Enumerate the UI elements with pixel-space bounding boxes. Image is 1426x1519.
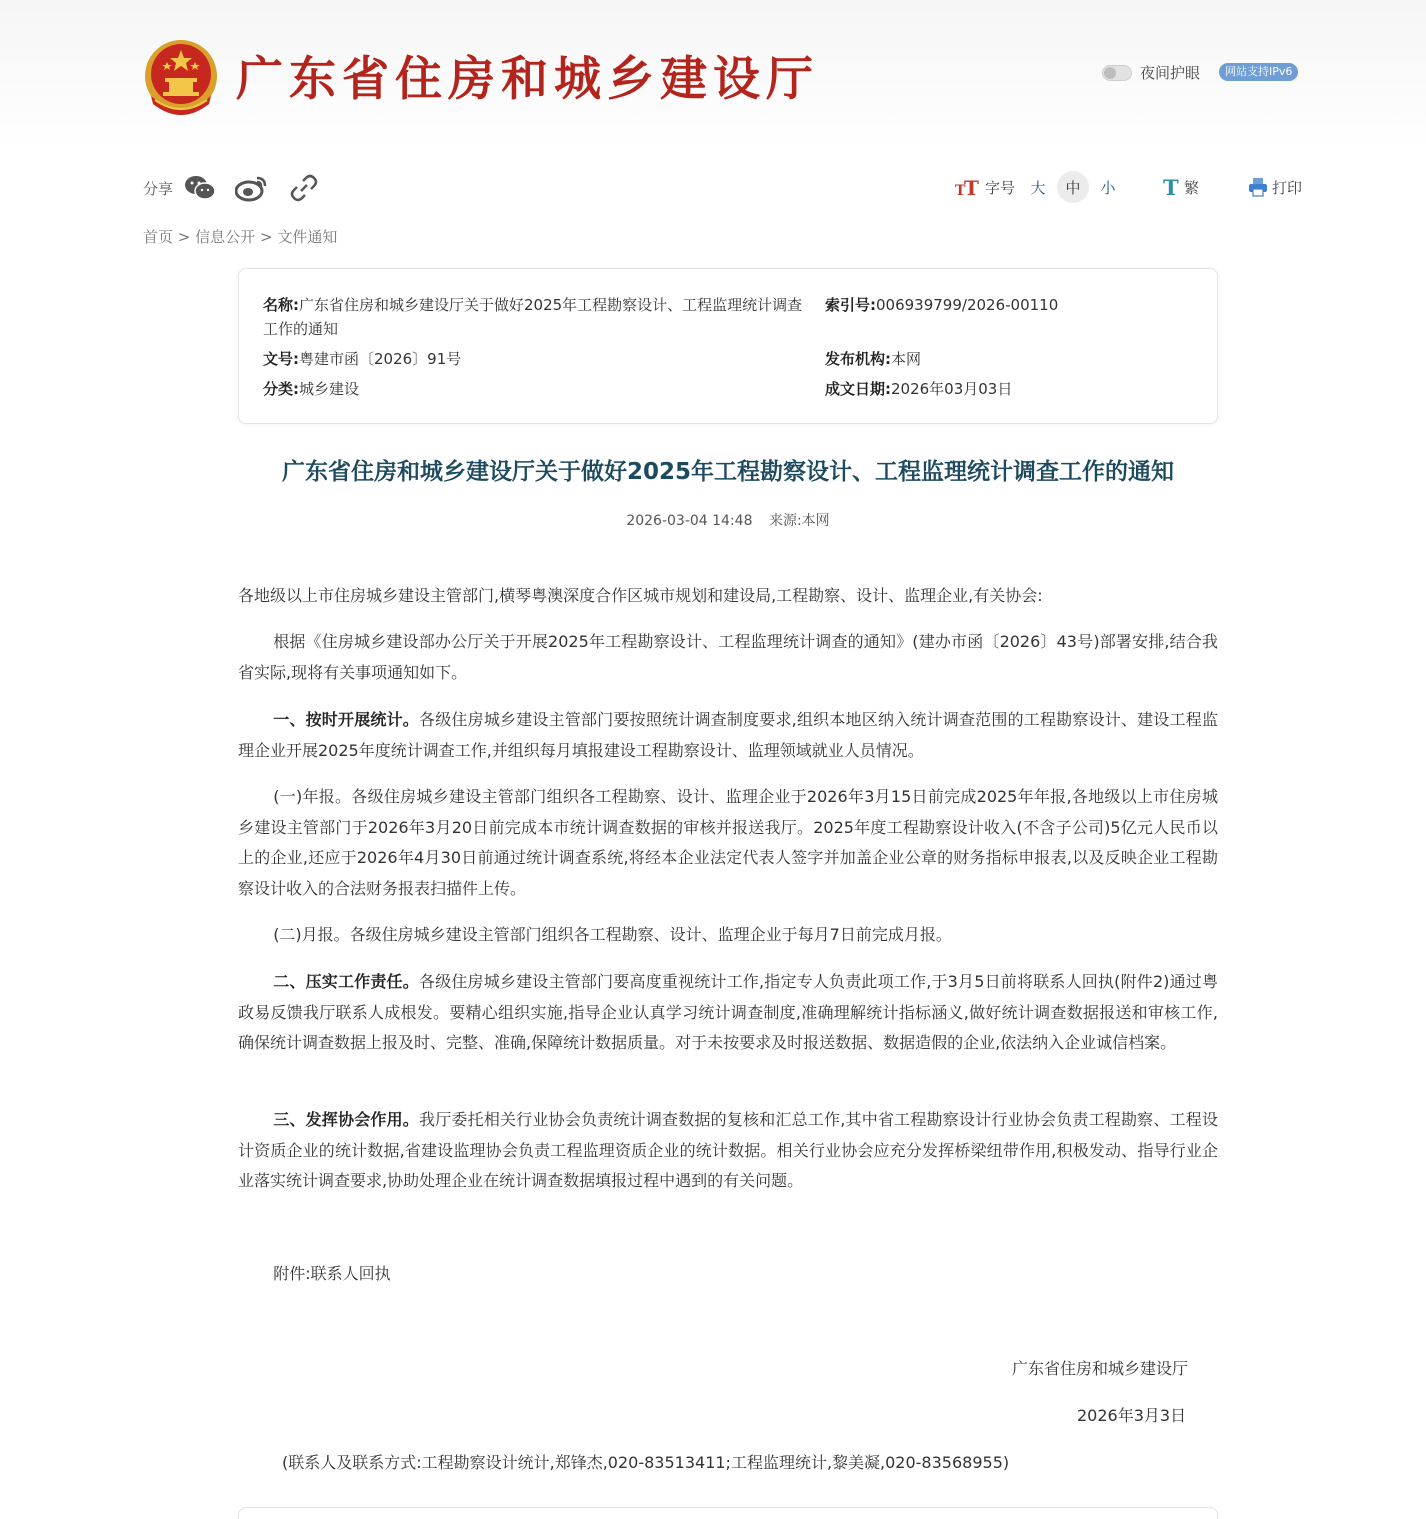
printer-icon: [1248, 177, 1268, 197]
weibo-icon[interactable]: [235, 172, 269, 204]
breadcrumb-separator: >: [259, 228, 273, 246]
toggle-switch[interactable]: [1102, 65, 1132, 81]
attachment-line[interactable]: 附件:联系人回执: [273, 1264, 391, 1283]
section-1-text: 各级住房城乡建设主管部门要按照统计调查制度要求,组织本地区纳入统计调查范围的工程勘察设计、建设工程监理企业开展2025年度统计调查工作,并组织每月填报建设工程勘察设计、监理领域就业人员情况。: [238, 710, 1218, 760]
meta-index: [825, 293, 1058, 317]
section-3-paragraph: [238, 1105, 1218, 1197]
font-size-medium-button[interactable]: 中: [1057, 171, 1089, 203]
font-size-icon: [955, 177, 981, 197]
salutation: 各地级以上市住房城乡建设主管部门,横琴粤澳深度合作区城市规划和建设局,工程勘察、设计、监理企业,有关协会:: [238, 586, 1043, 605]
meta-date-label: 成文日期:: [825, 380, 891, 398]
meta-index-value: 006939799/2026-00110: [876, 296, 1059, 314]
meta-index-label: 索引号:: [825, 296, 876, 314]
ipv6-badge: 网站支持IPv6: [1219, 63, 1298, 81]
section-1-paragraph: [238, 705, 1218, 766]
font-size-tool: [955, 170, 1015, 204]
meta-publisher: [825, 347, 921, 371]
signature: 广东省住房和城乡建设厅: [1012, 1359, 1189, 1378]
section-3-text: 我厅委托相关行业协会负责统计调查数据的复核和汇总工作,其中省工程勘察设计行业协会负责工程勘察、工程设计资质企业的统计数据,省建设监理协会负责工程监理资质企业的统计数据。相关行业协会应充分发挥桥梁纽带作用,积极发动、指导行业企业落实统计调查要求,协助处理企业在统计调查数据填报过程中遇到的有关问题。: [238, 1110, 1218, 1190]
meta-category: [263, 377, 359, 401]
document-meta-box: [238, 268, 1218, 424]
breadcrumb-separator: >: [177, 228, 191, 246]
meta-doc-number-label: 文号:: [263, 350, 299, 368]
print-button[interactable]: [1248, 170, 1302, 204]
svg-text:T: T: [964, 177, 979, 197]
meta-name: [263, 293, 803, 341]
section-1b-paragraph: (二)月报。各级住房城乡建设主管部门组织各工程勘察、设计、监理企业于每月7日前完成月报。: [273, 925, 952, 944]
article-title: 广东省住房和城乡建设厅关于做好2025年工程勘察设计、工程监理统计调查工作的通知: [281, 459, 1174, 485]
share-bar: [143, 172, 339, 204]
svg-text:T: T: [955, 183, 966, 197]
breadcrumb-file-notice[interactable]: 文件通知: [277, 228, 338, 246]
meta-doc-number-value: 粤建市函〔2026〕91号: [299, 350, 462, 368]
breadcrumb-home[interactable]: 首页: [143, 228, 174, 246]
article-info: [238, 510, 1218, 530]
meta-category-value: 城乡建设: [299, 380, 360, 398]
meta-doc-number: [263, 347, 461, 371]
breadcrumb-info-public[interactable]: 信息公开: [195, 228, 256, 246]
site-title[interactable]: 广东省住房和城乡建设厅: [236, 52, 819, 107]
font-size-large-button[interactable]: 大: [1030, 178, 1046, 197]
traditional-chinese-button[interactable]: [1163, 170, 1199, 204]
meta-date-value: 2026年03月03日: [891, 380, 1013, 398]
night-mode-toggle[interactable]: [1102, 62, 1200, 83]
wechat-icon[interactable]: [183, 172, 217, 204]
traditional-label: 繁: [1184, 178, 1200, 197]
link-icon[interactable]: [287, 172, 321, 204]
contact-info: (联系人及联系方式:工程勘察设计统计,郑锋杰,020-83513411;工程监理统计,黎美凝,020-83568955): [282, 1453, 1010, 1472]
section-2-heading: 二、压实工作责任。: [273, 972, 419, 991]
intro-paragraph: 根据《住房城乡建设部办公厅关于开展2025年工程勘察设计、工程监理统计调查的通知》(建办市函〔2026〕43号)部署安排,结合我省实际,现将有关事项通知如下。: [238, 632, 1218, 682]
meta-name-label: 名称:: [263, 296, 299, 314]
meta-publisher-value: 本网: [891, 350, 922, 368]
night-mode-label: 夜间护眼: [1140, 64, 1201, 82]
site-header: [0, 0, 1426, 150]
article-source: 来源:本网: [768, 513, 830, 529]
section-1a-paragraph: (一)年报。各级住房城乡建设主管部门组织各工程勘察、设计、监理企业于2026年3月15日前完成2025年年报,各地级以上市住房城乡建设主管部门于2026年3月20日前完成本市统计调查数据的审核并报送我厅。2025年度工程勘察设计收入(不含子公司)5亿元人民币以上的企业,还应于2026年4月30日前通过统计调查系统,将经本企业法定代表人签字并加盖企业公章的财务指标申报表,以及反映企业工程勘察设计收入的合法财务报表扫描件上传。: [238, 787, 1218, 898]
meta-name-value: 广东省住房和城乡建设厅关于做好2025年工程勘察设计、工程监理统计调查工作的通知: [263, 296, 803, 338]
section-1-heading: 一、按时开展统计。: [273, 710, 420, 729]
section-2-paragraph: [238, 967, 1218, 1059]
meta-category-label: 分类:: [263, 380, 299, 398]
meta-publisher-label: 发布机构:: [825, 350, 891, 368]
traditional-icon: [1163, 177, 1181, 197]
share-label: 分享: [143, 179, 174, 198]
article-tools: [955, 170, 1315, 204]
sign-date: 2026年3月3日: [1077, 1406, 1187, 1425]
section-2-text: 各级住房城乡建设主管部门要高度重视统计工作,指定专人负责此项工作,于3月5日前将联系人回执(附件2)通过粤政易反馈我厅联系人成根发。要精心组织实施,指导企业认真学习统计调查制度,准确理解统计指标涵义,做好统计调查数据报送和审核工作,确保统计调查数据上报及时、完整、准确,保障统计数据质量。对于未按要求及时报送数据、数据造假的企业,依法纳入企业诚信档案。: [238, 972, 1218, 1052]
font-size-small-button[interactable]: 小: [1100, 178, 1116, 197]
font-size-label: 字号: [985, 178, 1016, 197]
breadcrumb: [143, 226, 337, 247]
attachment-box: [238, 1507, 1218, 1519]
national-emblem-icon[interactable]: [143, 38, 219, 118]
publish-time: 2026-03-04 14:48: [626, 513, 753, 529]
section-3-heading: 三、发挥协会作用。: [273, 1110, 420, 1129]
print-label: 打印: [1272, 178, 1303, 197]
svg-text:T: T: [1163, 177, 1179, 197]
meta-date: [825, 377, 1012, 401]
